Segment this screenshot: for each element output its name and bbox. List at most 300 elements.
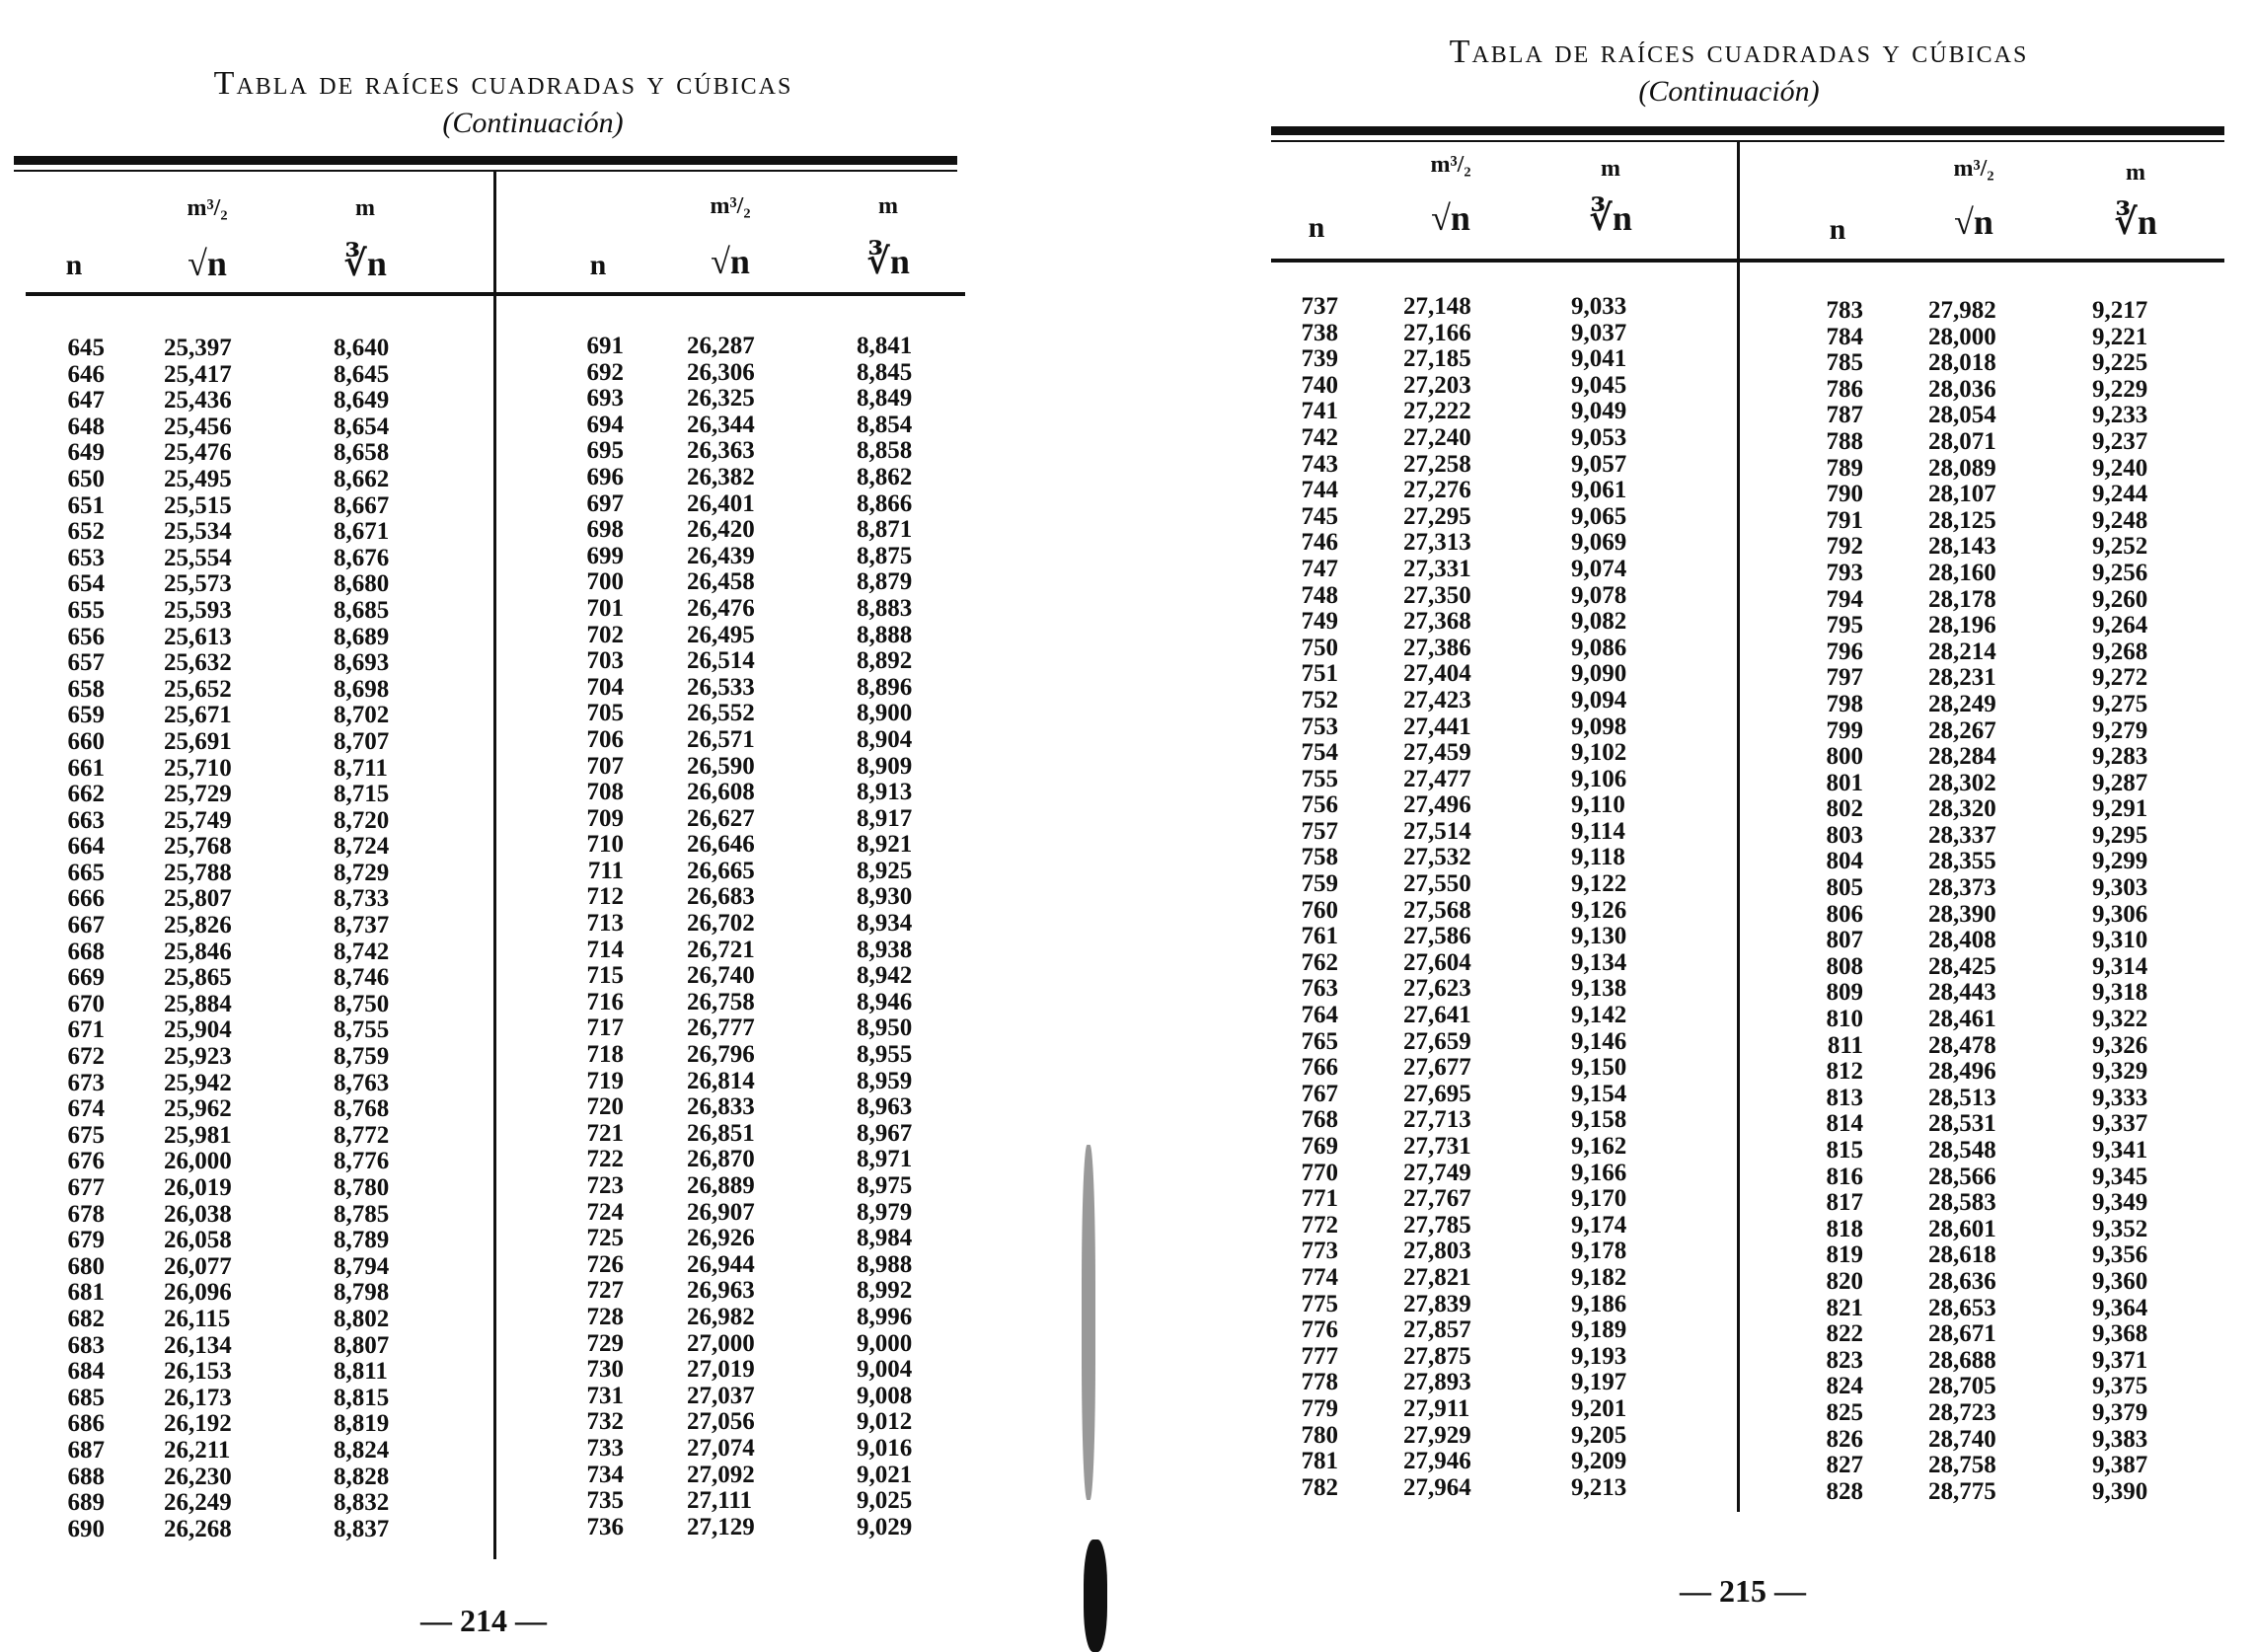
cbrt-cell: 9,146 [1571,1027,1627,1055]
cbrt-cell: 8,807 [334,1331,390,1359]
n-cell: 753 [1301,713,1338,740]
sqrt-cell: 27,459 [1403,739,1471,767]
cbrt-column [857,334,945,1540]
sqrt-cell: 27,148 [1403,293,1471,320]
sqrt-cell: 27,496 [1403,791,1471,819]
sqrt-cell: 28,373 [1928,874,1996,902]
header-sqrt-top: m³/₂ [710,193,751,219]
right-page [1253,0,2254,1652]
cbrt-cell: 9,341 [2092,1137,2148,1164]
sqrt-cell: 28,758 [1928,1452,1996,1479]
cbrt-cell: 9,082 [1571,608,1627,636]
header-cbrt-top: m [2126,160,2145,186]
cbrt-cell: 8,832 [334,1489,390,1517]
header-n: n [1829,213,1846,246]
n-cell: 820 [1826,1267,1863,1295]
sqrt-cell: 27,875 [1403,1342,1471,1370]
cbrt-cell: 8,649 [334,387,390,414]
n-cell: 669 [67,964,105,992]
sqrt-cell: 25,788 [164,859,232,886]
cbrt-cell: 9,345 [2092,1163,2148,1190]
n-cell: 707 [586,752,624,780]
sqrt-cell: 28,125 [1928,506,1996,534]
sqrt-cell: 27,586 [1403,923,1471,950]
cbrt-cell: 8,662 [334,465,390,492]
n-cell: 737 [1301,293,1338,320]
header-cbrt-root: ∛n [2114,202,2157,242]
n-cell: 715 [586,962,624,990]
sqrt-cell: 26,702 [687,910,755,938]
sqrt-cell: 28,089 [1928,454,1996,482]
sqrt-cell: 27,550 [1403,870,1471,898]
sqrt-cell: 28,302 [1928,769,1996,796]
cbrt-cell: 9,037 [1571,319,1627,346]
sqrt-cell: 28,284 [1928,743,1996,771]
cbrt-cell: 9,138 [1571,975,1627,1003]
cbrt-cell: 9,303 [2092,874,2148,902]
n-cell: 746 [1301,529,1338,557]
n-cell: 654 [67,570,105,598]
page-title: Tabla de raíces cuadradas y cúbicas [1449,34,2029,70]
n-cell: 697 [586,489,624,517]
sqrt-cell: 26,590 [687,752,755,780]
cbrt-cell: 9,049 [1571,398,1627,425]
sqrt-cell: 28,601 [1928,1215,1996,1242]
n-cell: 702 [586,621,624,648]
sqrt-cell: 28,249 [1928,690,1996,717]
n-cell: 821 [1826,1294,1863,1321]
cbrt-cell: 9,240 [2092,454,2148,482]
n-cell: 657 [67,649,105,677]
gutter-shadow [1082,1145,1095,1500]
column-divider [1737,142,1740,1512]
n-cell: 733 [586,1434,624,1462]
sqrt-cell: 26,420 [687,516,755,544]
header-sqrt-root: √n [711,242,750,281]
n-cell: 717 [586,1014,624,1042]
cbrt-cell: 9,326 [2092,1031,2148,1059]
sqrt-cell: 28,531 [1928,1110,1996,1138]
n-cell: 682 [67,1305,105,1332]
n-column [1283,294,1338,1501]
sqrt-cell: 27,276 [1403,477,1471,504]
sqrt-cell: 26,038 [164,1200,232,1228]
cbrt-cell: 8,676 [334,544,390,571]
cbrt-cell: 8,780 [334,1174,390,1201]
sqrt-cell: 26,533 [687,673,755,701]
cbrt-cell: 9,061 [1571,477,1627,504]
cbrt-cell: 9,045 [1571,371,1627,399]
n-cell: 759 [1301,870,1338,898]
n-cell: 790 [1826,481,1863,508]
n-cell: 674 [67,1095,105,1123]
cbrt-cell: 9,134 [1571,948,1627,976]
cbrt-cell: 8,737 [334,912,390,939]
n-cell: 721 [586,1119,624,1147]
cbrt-cell: 9,004 [857,1356,913,1384]
n-cell: 690 [67,1515,105,1542]
cbrt-cell: 8,849 [857,385,913,413]
cbrt-cell: 8,720 [334,806,390,834]
cbrt-cell: 9,209 [1571,1448,1627,1475]
n-cell: 783 [1826,297,1863,324]
sqrt-cell: 26,211 [164,1436,231,1464]
n-cell: 798 [1826,690,1863,717]
n-cell: 742 [1301,423,1338,451]
cbrt-cell: 9,390 [2092,1477,2148,1505]
sqrt-cell: 26,926 [687,1225,755,1252]
sqrt-cell: 26,382 [687,463,755,490]
n-cell: 648 [67,413,105,440]
n-cell: 762 [1301,948,1338,976]
page-number: — 214 — [420,1603,547,1638]
cbrt-cell: 9,248 [2092,506,2148,534]
n-cell: 757 [1301,817,1338,845]
n-cell: 661 [67,754,105,782]
cbrt-cell: 9,114 [1571,817,1625,845]
n-cell: 685 [67,1384,105,1411]
cbrt-cell: 9,352 [2092,1215,2148,1242]
cbrt-cell: 9,310 [2092,927,2148,954]
cbrt-cell: 9,178 [1571,1238,1627,1265]
cbrt-cell: 9,264 [2092,612,2148,639]
cbrt-cell: 8,640 [334,335,390,361]
sqrt-cell: 26,907 [687,1198,755,1226]
n-cell: 827 [1826,1452,1863,1479]
n-cell: 808 [1826,952,1863,980]
sqrt-cell: 26,249 [164,1489,232,1517]
sqrt-cell: 28,513 [1928,1084,1996,1111]
cbrt-cell: 9,126 [1571,896,1627,924]
n-cell: 740 [1301,371,1338,399]
sqrt-cell: 25,613 [164,623,232,650]
n-cell: 788 [1826,427,1863,455]
n-cell: 786 [1826,375,1863,403]
sqrt-cell: 25,495 [164,465,232,492]
sqrt-cell: 26,134 [164,1331,232,1359]
sqrt-cell: 27,037 [687,1382,755,1409]
n-cell: 675 [67,1121,105,1149]
sqrt-cell: 25,942 [164,1069,232,1096]
cbrt-cell: 8,693 [334,649,390,677]
header-cbrt-top: m [355,195,375,221]
n-cell: 655 [67,596,105,624]
n-cell: 725 [586,1225,624,1252]
cbrt-cell: 8,909 [857,752,913,780]
n-cell: 647 [67,387,105,414]
n-cell: 735 [586,1487,624,1515]
n-cell: 734 [586,1461,624,1488]
n-cell: 755 [1301,765,1338,792]
sqrt-cell: 27,258 [1403,450,1471,478]
sqrt-cell: 26,814 [687,1067,755,1094]
n-cell: 645 [67,335,105,361]
sqrt-cell: 26,287 [687,333,755,359]
sqrt-cell: 26,627 [687,804,755,832]
n-cell: 708 [586,779,624,806]
n-cell: 772 [1301,1211,1338,1239]
n-cell: 662 [67,781,105,808]
sqrt-cell: 28,160 [1928,559,1996,586]
sqrt-cell: 26,608 [687,779,755,806]
cbrt-cell: 8,742 [334,938,390,965]
sqrt-cell: 28,705 [1928,1373,1996,1400]
n-cell: 660 [67,727,105,755]
header-sqrt-root: √n [1954,202,1993,242]
cbrt-cell: 8,979 [857,1198,913,1226]
sqrt-cell: 28,054 [1928,402,1996,429]
page-subtitle: (Continuación) [1638,75,1820,108]
cbrt-cell: 8,934 [857,910,913,938]
sqrt-cell: 26,963 [687,1277,755,1305]
header-cbrt-root: ∛n [343,244,387,283]
cbrt-cell: 8,729 [334,859,390,886]
sqrt-cell: 25,691 [164,727,232,755]
n-cell: 693 [586,385,624,413]
cbrt-cell: 8,892 [857,647,913,675]
sqrt-cell: 26,944 [687,1250,755,1278]
cbrt-cell: 8,685 [334,596,390,624]
n-cell: 678 [67,1200,105,1228]
sqrt-cell: 27,604 [1403,948,1471,976]
sqrt-cell: 27,368 [1403,608,1471,636]
header-cbrt-root: ∛n [1589,198,1632,238]
n-cell: 768 [1301,1106,1338,1134]
sqrt-cell: 26,646 [687,831,755,859]
n-cell: 773 [1301,1238,1338,1265]
sqrt-cell: 25,710 [164,754,232,782]
sqrt-cell: 25,923 [164,1043,232,1071]
sqrt-cell: 27,731 [1403,1133,1471,1160]
cbrt-cell: 9,201 [1571,1394,1627,1422]
cbrt-cell: 9,182 [1571,1263,1627,1291]
sqrt-cell: 28,653 [1928,1294,1996,1321]
n-cell: 774 [1301,1263,1338,1291]
n-cell: 667 [67,912,105,939]
sqrt-cell: 25,534 [164,518,232,546]
n-cell: 726 [586,1250,624,1278]
sqrt-cell: 27,019 [687,1356,755,1384]
cbrt-cell: 8,900 [857,700,913,727]
sqrt-cell: 27,313 [1403,529,1471,557]
cbrt-cell: 8,819 [334,1410,390,1438]
n-cell: 716 [586,988,624,1015]
cbrt-cell: 9,142 [1571,1002,1627,1029]
sqrt-column [1928,298,2027,1505]
cbrt-cell: 9,110 [1571,791,1625,819]
top-rule [1271,126,2224,135]
cbrt-cell: 9,065 [1571,502,1627,530]
sqrt-cell: 28,740 [1928,1425,1996,1453]
cbrt-cell: 9,364 [2092,1294,2148,1321]
sqrt-cell: 27,074 [687,1434,755,1462]
cbrt-cell: 9,360 [2092,1267,2148,1295]
cbrt-cell: 9,174 [1571,1211,1627,1239]
sqrt-cell: 25,397 [164,335,232,361]
sqrt-cell: 26,870 [687,1146,755,1173]
cbrt-cell: 9,275 [2092,690,2148,717]
n-cell: 793 [1826,559,1863,586]
cbrt-cell: 8,917 [857,804,913,832]
n-cell: 680 [67,1252,105,1280]
cbrt-cell: 9,098 [1571,713,1627,740]
cbrt-cell: 8,888 [857,621,913,648]
gutter-shadow [1084,1539,1107,1652]
n-cell: 795 [1826,612,1863,639]
cbrt-cell: 9,368 [2092,1320,2148,1348]
top-rule [14,156,957,165]
n-cell: 745 [1301,502,1338,530]
sqrt-cell: 26,683 [687,883,755,911]
n-cell: 764 [1301,1002,1338,1029]
n-cell: 769 [1301,1133,1338,1160]
header-n: n [65,249,83,281]
cbrt-cell: 9,356 [2092,1241,2148,1269]
cbrt-cell: 8,975 [857,1172,913,1199]
n-cell: 703 [586,647,624,675]
sqrt-cell: 26,571 [687,725,755,753]
column-divider [493,172,496,1559]
sqrt-cell: 28,071 [1928,427,1996,455]
n-cell: 794 [1826,585,1863,613]
cbrt-cell: 9,130 [1571,923,1627,950]
sqrt-column [164,336,263,1542]
cbrt-cell: 8,658 [334,439,390,467]
n-cell: 781 [1301,1448,1338,1475]
n-cell: 784 [1826,323,1863,350]
cbrt-cell: 8,925 [857,857,913,884]
sqrt-cell: 26,115 [164,1305,231,1332]
n-cell: 720 [586,1093,624,1121]
sqrt-cell: 28,018 [1928,349,1996,377]
cbrt-cell: 8,707 [334,727,390,755]
cbrt-cell: 8,984 [857,1225,913,1252]
n-cell: 736 [586,1513,624,1540]
cbrt-cell: 8,938 [857,936,913,963]
n-cell: 706 [586,725,624,753]
cbrt-cell: 9,000 [857,1329,913,1357]
cbrt-cell: 9,279 [2092,716,2148,744]
n-cell: 792 [1826,533,1863,561]
n-cell: 806 [1826,900,1863,928]
sqrt-cell: 26,439 [687,542,755,569]
cbrt-cell: 8,828 [334,1463,390,1490]
sqrt-cell: 27,129 [687,1513,755,1540]
sqrt-cell: 27,677 [1403,1054,1471,1082]
n-cell: 710 [586,831,624,859]
n-cell: 646 [67,360,105,388]
cbrt-cell: 8,750 [334,990,390,1017]
sqrt-cell: 26,306 [687,358,755,386]
cbrt-cell: 9,122 [1571,870,1627,898]
cbrt-cell: 9,106 [1571,765,1627,792]
cbrt-cell: 8,671 [334,518,390,546]
n-cell: 815 [1826,1137,1863,1164]
sqrt-cell: 26,173 [164,1384,232,1411]
n-cell: 761 [1301,923,1338,950]
cbrt-cell: 8,946 [857,988,913,1015]
n-cell: 727 [586,1277,624,1305]
cbrt-cell: 9,170 [1571,1185,1627,1213]
cbrt-cell: 9,322 [2092,1006,2148,1033]
sqrt-cell: 26,721 [687,936,755,963]
cbrt-cell: 9,221 [2092,323,2148,350]
header-cbrt-root: ∛n [866,242,910,281]
n-cell: 748 [1301,581,1338,609]
sqrt-cell: 25,904 [164,1016,232,1044]
cbrt-cell: 8,845 [857,358,913,386]
cbrt-cell: 9,252 [2092,533,2148,561]
sqrt-cell: 25,593 [164,596,232,624]
cbrt-cell: 9,186 [1571,1290,1627,1317]
header-cbrt-top: m [878,193,898,219]
n-cell: 684 [67,1358,105,1386]
n-cell: 699 [586,542,624,569]
n-cell: 731 [586,1382,624,1409]
sqrt-cell: 28,214 [1928,638,1996,665]
n-cell: 718 [586,1041,624,1069]
n-cell: 652 [67,518,105,546]
n-cell: 741 [1301,398,1338,425]
sqrt-cell: 28,000 [1928,323,1996,350]
cbrt-cell: 8,768 [334,1095,390,1123]
cbrt-cell: 8,763 [334,1069,390,1096]
sqrt-cell: 27,185 [1403,345,1471,373]
n-cell: 709 [586,804,624,832]
sqrt-cell: 27,803 [1403,1238,1471,1265]
n-cell: 826 [1826,1425,1863,1453]
cbrt-cell: 9,349 [2092,1189,2148,1217]
n-cell: 766 [1301,1054,1338,1082]
cbrt-cell: 9,090 [1571,660,1627,688]
n-cell: 653 [67,544,105,571]
sqrt-cell: 26,495 [687,621,755,648]
n-cell: 818 [1826,1215,1863,1242]
cbrt-cell: 8,837 [334,1515,390,1542]
sqrt-cell: 27,295 [1403,502,1471,530]
cbrt-cell: 9,205 [1571,1421,1627,1449]
sqrt-cell: 27,222 [1403,398,1471,425]
sqrt-cell: 28,143 [1928,533,1996,561]
left-page [0,0,987,1652]
cbrt-cell: 8,871 [857,516,913,544]
cbrt-cell: 9,383 [2092,1425,2148,1453]
sqrt-cell: 25,652 [164,675,232,703]
sqrt-cell: 27,000 [687,1329,755,1357]
n-cell: 700 [586,568,624,596]
n-cell: 744 [1301,477,1338,504]
cbrt-cell: 8,883 [857,594,913,622]
n-cell: 789 [1826,454,1863,482]
cbrt-cell: 8,996 [857,1303,913,1330]
n-cell: 787 [1826,402,1863,429]
cbrt-cell: 8,955 [857,1041,913,1069]
sqrt-cell: 28,267 [1928,716,1996,744]
cbrt-cell: 8,858 [857,437,913,465]
n-cell: 797 [1826,664,1863,692]
sqrt-cell: 25,436 [164,387,232,414]
sqrt-cell: 27,641 [1403,1002,1471,1029]
cbrt-cell: 9,256 [2092,559,2148,586]
sqrt-cell: 27,532 [1403,844,1471,871]
n-cell: 785 [1826,349,1863,377]
n-cell: 723 [586,1172,624,1199]
sqrt-cell: 27,386 [1403,634,1471,661]
sqrt-cell: 25,749 [164,806,232,834]
n-cell: 651 [67,491,105,519]
cbrt-cell: 9,318 [2092,979,2148,1007]
header-sqrt-root: √n [1431,198,1470,238]
